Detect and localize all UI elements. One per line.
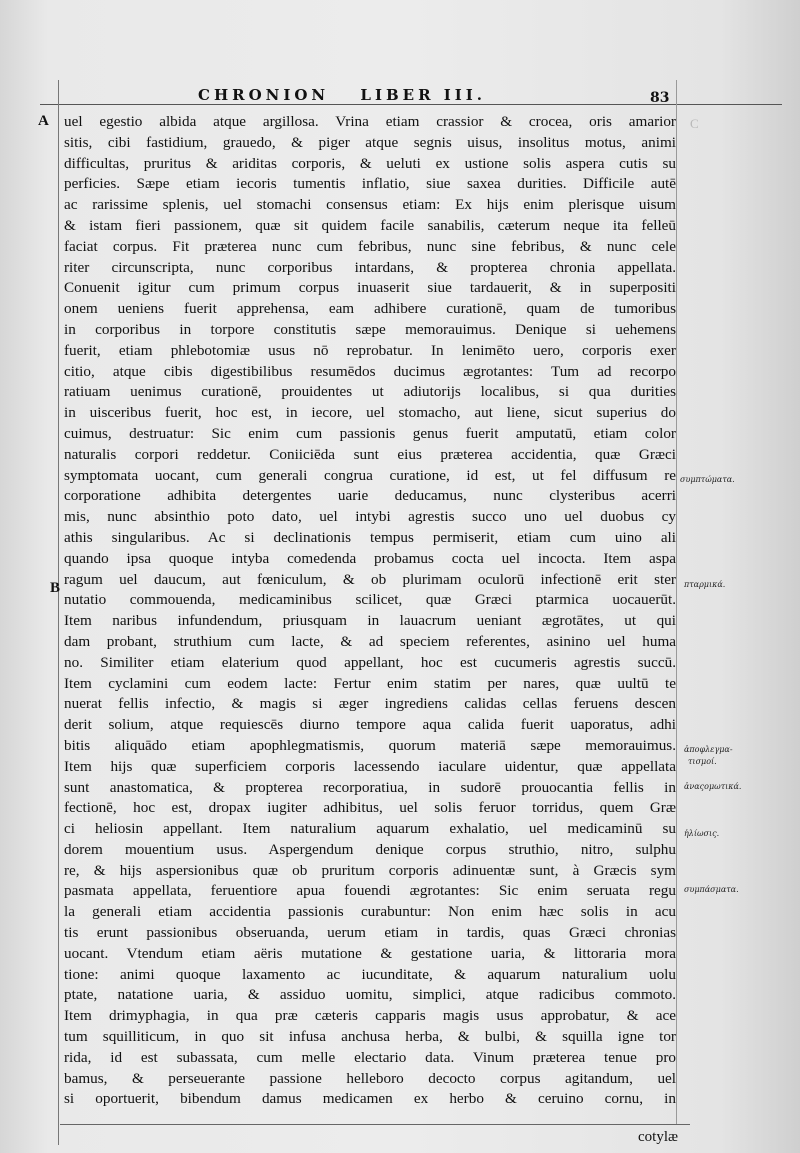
text-line: quando ipsa quoque intyba comedenda probamus cocta uel incocta. Item aspa	[64, 549, 676, 567]
text-line: re, & hijs aspersionibus quæ ob pruritum corporis adinuentæ sunt, à Græcis sym	[64, 861, 676, 879]
text-line: sunt anastomatica, & propterea recorporatiua, in sudorē prouocantia fellis in	[64, 778, 676, 796]
text-line: nuerat fellis infectio, & magis si æger ingrediens calidas cellas feruens descen	[64, 695, 676, 713]
text-line: in uisceribus fuerit, hoc est, in iecore, uel stomacho, aut liene, sicut superius do	[64, 404, 676, 422]
text-line: rida, id est subassata, cum melle electario data. Vinum præterea tenue pro	[64, 1048, 676, 1066]
margin-note: συμπάσματα.	[684, 885, 739, 894]
text-line: perficies. Sæpe etiam iecoris tumentis inflatio, siue saxea durities. Difficile autē	[64, 175, 676, 193]
text-line: ci heliosin appellant. Item naturalium aquarum exhalatio, uel medicaminū su	[64, 820, 676, 838]
text-line: difficultas, pruritus & ariditas corporis, & ueluti ex ustione solis aspera cutis su	[64, 154, 676, 172]
text-line: bamus, & perseuerante passione helleboro decocto corpus agitandum, uel	[64, 1069, 676, 1087]
text-line: dam probant, struthium cum lacte, & ad speciem referentes, asinino uel huma	[64, 632, 676, 650]
text-line: onem ueniens fuerit apprehensa, eam adhibere curationē, quam de tumoribus	[64, 300, 676, 318]
text-line: ratiuam uenimus curationē, prouidentes ut adiutorijs localibus, si qua durities	[64, 383, 676, 401]
margin-note: ἀναςομωτικά.	[684, 782, 742, 791]
text-line: tione: animi quoque laxamento ac iucunditate, & aquarum naturalium uolu	[64, 965, 676, 983]
section-marker-b: B	[50, 580, 61, 596]
text-line: sitis, cibi fastidium, grauedo, & piger atque segnis uisus, insolitus motus, animi	[64, 133, 676, 151]
text-line: & istam fieri passionem, quæ sit quidem facile sanabilis, cæterum neque ita felleū	[64, 216, 676, 234]
margin-note: ἡλίωσις.	[684, 829, 720, 838]
margin-note: τισμοί.	[688, 757, 717, 766]
section-marker-a: A	[38, 113, 49, 129]
text-line: naturalis corpori reddetur. Coniiciēda sunt eius præterea accidentia, quæ Græci	[64, 445, 676, 463]
body-text	[64, 112, 676, 1110]
running-head-title: CHRONION	[198, 86, 330, 104]
text-line: uel egestio albida atque argillosa. Vrina etiam crassior & crocea, oris amarior	[64, 113, 676, 130]
text-line: la generali etiam accidentia passionis curabuntur: Non enim hæc solis in acu	[64, 903, 676, 921]
text-line: citio, atque cibis digestibilibus resumēdos ducimus ægrotantes: Tum ad recorpo	[64, 362, 676, 380]
text-line: in corporibus in torpore constitutis sæpe memorauimus. Denique si uehemens	[64, 320, 676, 338]
page-number: 83	[650, 90, 670, 106]
text-line: ptate, natatione uaria, & assiduo uomitu, simplici, atque radicibus commoto.	[64, 986, 676, 1004]
margin-note: ἀποφλεγμα-	[684, 745, 733, 754]
text-line: derit solium, atque requiescēs diurno tempore aqua calida fuerit uaporatus, adhi	[64, 716, 676, 734]
bleed-through-text: C	[690, 116, 699, 131]
text-line: dorem mouentium usus. Aspergendum denique corpus struthio, nitro, sulphu	[64, 840, 676, 858]
catchword: cotylæ	[638, 1129, 678, 1145]
text-line: fectionē, hoc est, dropax iugiter adhibitus, uel solis feruor torridus, quem Græ	[64, 799, 676, 817]
text-line: uocant. Vtendum etiam aëris mutatione & gestatione uaria, & littoraria mora	[64, 944, 676, 962]
text-line: riter circunscripta, nunc corporibus intardans, & propterea chronia appellata.	[64, 258, 676, 276]
text-line: faciat corpus. Fit præterea nunc cum febribus, nunc sine febribus, & nunc cele	[64, 237, 676, 255]
text-line: corporatione adhibita detergentes uarie deducamus, nunc clysteribus acerri	[64, 487, 676, 505]
margin-note: πταρμικά.	[684, 580, 726, 589]
text-line: no. Similiter etiam elaterium quod appellant, hoc est cucumeris agrestis succū.	[64, 653, 676, 671]
text-line: bitis aliquādo etiam apophlegmatismis, quorum materiā sæpe memorauimus.	[64, 736, 676, 754]
text-line: Item hijs quæ superficiem corporis lacessendo iaculare uidentur, quæ appellata	[64, 757, 676, 775]
text-line: fuerit, etiam phlebotomiæ usus nō reprobatur. In lenimēto uero, corporis exer	[64, 341, 676, 359]
text-line: mis, nunc absinthio poto dato, uel intybi agrestis succo uno uel duobus cy	[64, 508, 676, 526]
right-margin-rule	[676, 80, 677, 1125]
text-line: si oportuerit, bibendum damus medicamen ex herbo & ceruino cornu, in	[64, 1090, 676, 1108]
running-head-book: LIBER III.	[360, 86, 487, 104]
text-line: tum squilliticum, in quo sit infusa anchusa herba, & bulbi, & squilla igne tor	[64, 1028, 676, 1046]
left-margin-rule	[58, 80, 59, 1145]
text-line: Item cyclamini cum eodem lacte: Fertur enim statim per nares, quæ uultū te	[64, 674, 676, 692]
text-line: Conuenit igitur cum primum corpus inuaserit siue tardauerit, & in superpositi	[64, 279, 676, 297]
footer-rule	[60, 1124, 690, 1125]
text-line: nutatio commouenda, medicaminibus scilicet, quæ Græci ptarmica uocauerūt.	[64, 591, 676, 609]
margin-note: συμπτώματα.	[680, 475, 735, 484]
text-line: symptomata uocant, cum generali congrua curatione, id est, ut fel diffusum re	[64, 466, 676, 484]
header-rule	[40, 104, 782, 105]
text-line: cuimus, destruatur: Sic enim cum passionis genus fuerit amputatū, etiam color	[64, 424, 676, 442]
text-line: Item drimyphagia, in qua præ cæteris capparis magis usus approbatur, & ace	[64, 1007, 676, 1025]
text-line: Item naribus infundendum, priusquam in lauacrum ueniant ægrotātes, ut qui	[64, 612, 676, 630]
text-line: ragum uel daucum, aut fœniculum, & ob plurimam oculorū infectionē erit ster	[64, 570, 676, 588]
text-line: athis singularibus. Ac si declinationis tempus permiserit, etiam cum uino ali	[64, 528, 676, 546]
text-line: tis erunt passionibus obseruanda, uerum etiam in tardis, quas Græci chronias	[64, 924, 676, 942]
running-head	[198, 86, 486, 104]
text-line: pasmata appellata, feruentiore apua fouendi ægrotantes: Sic enim seruata regu	[64, 882, 676, 900]
text-line: ac rarissime splenis, uel stomachi consensus etiam: Ex hijs enim plerisque uisum	[64, 196, 676, 214]
